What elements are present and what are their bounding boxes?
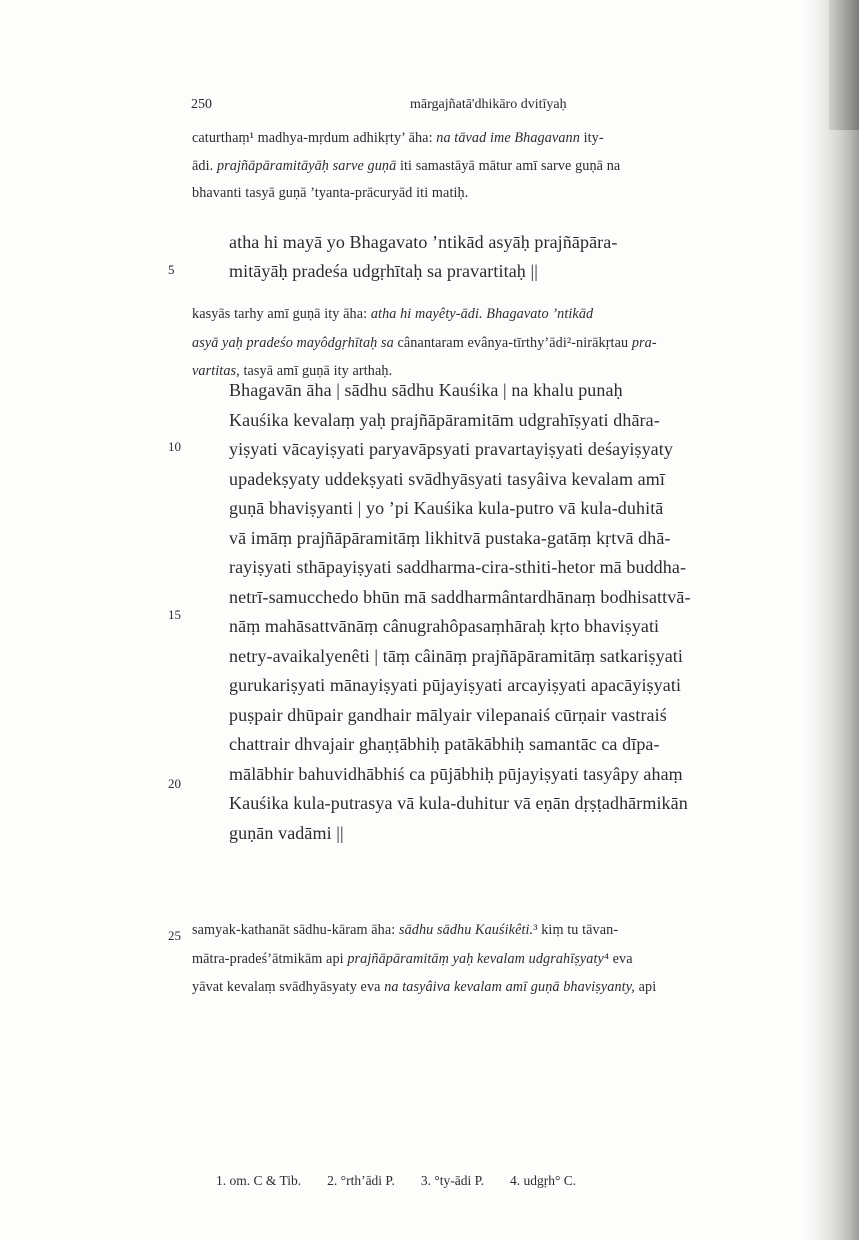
line-number-25: 25 bbox=[168, 928, 181, 943]
commentary-2-line: vartitas, tasyā amī guṇā ity arthaḥ. bbox=[192, 363, 393, 379]
verse-2-line: netrī-samucchedo bhūn mā saddharmântardhānaṃ bodhisattvā- bbox=[229, 586, 691, 607]
verse-2-line: puṣpair dhūpair gandhair mālyair vilepanaiś cūrṇair vastraiś bbox=[229, 704, 667, 725]
commentary-1-line: caturthaṃ¹ madhya-mṛdum adhikṛty’ āha: na tāvad ime Bhagavann ity- bbox=[192, 130, 604, 146]
footnote: 1. om. C & Tib. bbox=[216, 1173, 302, 1188]
commentary-3-line: samyak-kathanāt sādhu-kāram āha: sādhu sādhu Kauśikêti.³ kiṃ tu tāvan- bbox=[192, 922, 619, 938]
line-number-15: 15 bbox=[168, 607, 181, 622]
verse-2-line: vā imāṃ prajñāpāramitāṃ likhitvā pustaka-gatāṃ kṛtvā dhā- bbox=[229, 527, 671, 548]
footnote: 3. °ty-ādi P. bbox=[420, 1173, 484, 1188]
verse-2-line: mālābhir bahuvidhābhiś ca pūjābhiḥ pūjayiṣyati tasyâpy ahaṃ bbox=[229, 763, 683, 784]
verse-2-line: guṇān vadāmi || bbox=[229, 822, 344, 843]
line-number-20: 20 bbox=[168, 776, 181, 791]
verse-1-line: mitāyāḥ pradeśa udgṛhītaḥ sa pravartitaḥ || bbox=[229, 261, 538, 281]
commentary-1-line: bhavanti tasyā guṇā ’tyanta-prācuryād iti matiḥ. bbox=[192, 185, 469, 201]
verse-1-line: atha hi mayā yo Bhagavato ’ntikād asyāḥ prajñāpāra- bbox=[229, 232, 618, 252]
commentary-3-line: mātra-pradeś’ātmikām api prajñāpāramitāṃ yaḥ kevalam udgrahīṣyaty⁴ eva bbox=[192, 950, 633, 967]
page-number: 250 bbox=[191, 97, 212, 112]
verse-2-line: netry-avaikalyenêti | tāṃ câināṃ prajñāpāramitāṃ satkariṣyati bbox=[229, 645, 684, 666]
verse-2-line: gurukariṣyati mānayiṣyati pūjayiṣyati arcayiṣyati apacāyiṣyati bbox=[229, 675, 682, 695]
commentary-2-line: kasyās tarhy amī guṇā ity āha: atha hi mayêty-ādi. Bhagavato ’ntikād bbox=[192, 306, 594, 322]
verse-2-line: guṇā bhaviṣyanti | yo ’pi Kauśika kula-putro vā kula-duhitā bbox=[229, 498, 664, 518]
footnotes bbox=[216, 1173, 602, 1189]
commentary-2-line: asyā yaḥ pradeśo mayôdgṛhītaḥ sa cânantaram evânya-tīrthy’ādi²-nirākṛtau pra- bbox=[192, 334, 657, 351]
verse-2-line: chattrair dhvajair ghaṇṭābhiḥ patākābhiḥ samantāc ca dīpa- bbox=[229, 734, 660, 754]
verse-2-line: Kauśika kevalaṃ yaḥ prajñāpāramitām udgrahīṣyati dhāra- bbox=[229, 409, 660, 430]
verse-2-line: yiṣyati vācayiṣyati paryavāpsyati pravartayiṣyati deśayiṣyaty bbox=[229, 439, 673, 459]
line-number-10: 10 bbox=[168, 439, 181, 454]
line-number-5: 5 bbox=[168, 262, 175, 277]
commentary-3-line: yāvat kevalaṃ svādhyāsyaty eva na tasyâiva kevalam amī guṇā bhaviṣyanty, api bbox=[192, 979, 657, 995]
book-spine-shadow bbox=[803, 0, 859, 1240]
running-head: mārgajñatā'dhikāro dvitīyaḥ bbox=[410, 97, 567, 112]
commentary-1-line: ādi. prajñāpāramitāyāḥ sarve guṇā iti samastāyā mātur amī sarve guṇā na bbox=[192, 157, 621, 174]
verse-2-line: Bhagavān āha | sādhu sādhu Kauśika | na khalu punaḥ bbox=[229, 380, 623, 400]
verse-2-line: Kauśika kula-putrasya vā kula-duhitur vā eṇān dṛṣṭadhārmikān bbox=[229, 793, 688, 813]
verse-2-line: nāṃ mahāsattvānāṃ cânugrahôpasaṃhāraḥ kṛto bhaviṣyati bbox=[229, 616, 660, 636]
verse-2-line: upadekṣyaty uddekṣyati svādhyāsyati tasyâiva kevalam amī bbox=[229, 468, 665, 489]
footnote: 4. udgṛh° C. bbox=[509, 1173, 577, 1188]
book-spine-edge bbox=[829, 0, 859, 130]
verse-2-line: rayiṣyati sthāpayiṣyati saddharma-cira-sthiti-hetor mā buddha- bbox=[229, 557, 687, 577]
footnote: 2. °rth’ādi P. bbox=[327, 1173, 395, 1188]
